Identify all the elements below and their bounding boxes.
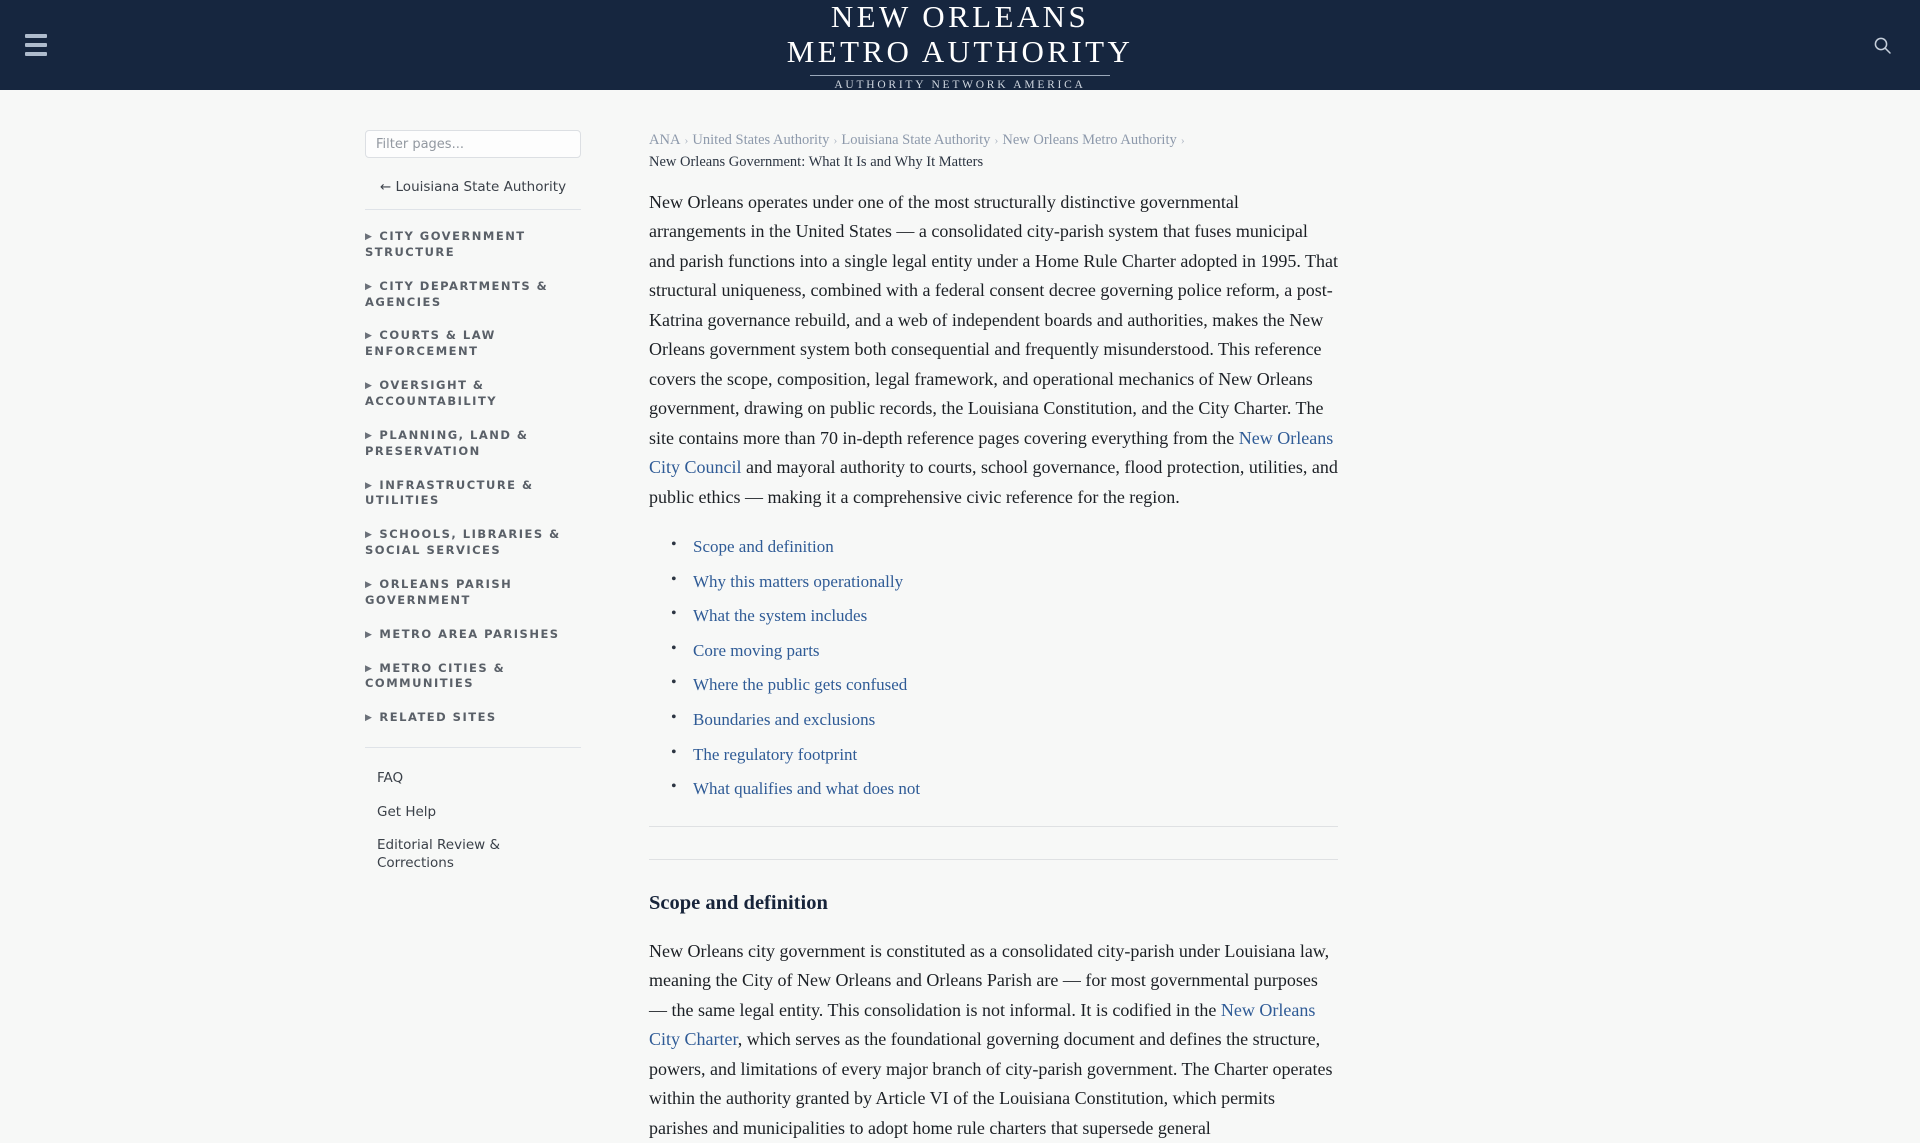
sidebar-item-label: CITY GOVERNMENT STRUCTURE <box>365 229 526 259</box>
sidebar-item-related-sites[interactable] <box>365 701 581 735</box>
caret-right-icon: ▶ <box>365 232 374 242</box>
toc-link-the-regulatory-footprint[interactable]: The regulatory footprint <box>693 744 858 764</box>
sidebar-item-infrastructure-utilities[interactable] <box>365 469 581 519</box>
caret-right-icon: ▶ <box>365 663 374 674</box>
breadcrumb-separator: › <box>1180 133 1185 147</box>
sidebar-item-planning-land-preservation[interactable] <box>365 419 581 469</box>
sidebar-item-metro-cities-communities[interactable] <box>365 652 581 702</box>
toc-link-boundaries-and-exclusions[interactable]: Boundaries and exclusions <box>693 709 876 729</box>
sidebar-item-courts-law-enforcement[interactable] <box>365 319 581 369</box>
link-new-orleans-city-council[interactable]: New Orleans City Council <box>649 427 1334 477</box>
toc-link-where-the-public-gets-confused[interactable]: Where the public gets confused <box>693 675 908 695</box>
sidebar-link-editorial-review[interactable]: Editorial Review & Corrections <box>377 837 501 871</box>
sidebar-item-orleans-parish-government[interactable] <box>365 568 581 618</box>
table-of-contents <box>649 536 1338 800</box>
section-text-part-2: , which serves as the foundational governing document and defines the structure, powers, and limitations of every major branch of city-parish government. The Charter operates within the authority granted by Article VI of the Louisiana Constitution, which permits parishes and municipalities to adopt home rule charters that supersede general <box>649 1029 1333 1138</box>
caret-right-icon: ▶ <box>365 629 374 640</box>
caret-right-icon: ▶ <box>365 713 374 724</box>
hamburger-bar <box>25 52 47 56</box>
sidebar-item-city-government-structure[interactable] <box>365 220 581 270</box>
sidebar-item-metro-area-parishes[interactable] <box>365 618 581 652</box>
list-item <box>671 709 1338 731</box>
brand-divider <box>810 75 1110 76</box>
breadcrumb-separator: › <box>684 133 689 147</box>
toc-link-what-the-system-includes[interactable]: What the system includes <box>693 606 868 626</box>
caret-right-icon: ▶ <box>365 430 374 441</box>
filter-pages-input[interactable] <box>365 130 581 158</box>
section-paragraph <box>649 937 1338 1143</box>
brand-subtitle: AUTHORITY NETWORK AMERICA <box>834 79 1086 90</box>
list-item <box>671 605 1338 627</box>
toc-link-why-this-matters-operationally[interactable]: Why this matters operationally <box>693 571 904 591</box>
breadcrumb-item-louisiana-state-authority[interactable]: Louisiana State Authority <box>841 132 991 148</box>
caret-right-icon: ▶ <box>365 331 374 342</box>
section-text-part-1: New Orleans city government is constituted as a consolidated city-parish under Louisiana law, meaning the City of New Orleans and Orleans Parish are — for most governmental purposes — the same legal entity. This consolidation is not informal. It is codified in the <box>649 940 1330 1020</box>
list-item <box>671 778 1338 800</box>
site-header <box>0 0 1920 90</box>
main-content <box>593 130 1338 1143</box>
sidebar-link-get-help[interactable]: Get Help <box>377 803 437 820</box>
site-brand <box>787 0 1134 90</box>
list-item <box>671 571 1338 593</box>
content-divider-2 <box>649 859 1338 860</box>
search-icon[interactable] <box>1862 25 1902 65</box>
sidebar <box>365 130 593 880</box>
toc-link-scope-and-definition[interactable]: Scope and definition <box>693 537 834 556</box>
sidebar-item-label: CITY DEPARTMENTS & AGENCIES <box>365 278 549 309</box>
breadcrumb-separator: › <box>994 133 999 147</box>
intro-text-part-2: and mayoral authority to courts, school governance, flood protection, utilities, and public ethics — making it a comprehensive civic reference for the region. <box>649 457 1338 507</box>
page-body <box>0 90 1920 1143</box>
intro-paragraph <box>649 188 1338 513</box>
caret-right-icon: ▶ <box>365 281 374 292</box>
back-to-parent-link[interactable]: ← Louisiana State Authority <box>379 179 567 195</box>
list-item <box>671 640 1338 662</box>
sidebar-link-faq[interactable]: FAQ <box>377 770 404 787</box>
toc-link-core-moving-parts[interactable]: Core moving parts <box>693 640 820 660</box>
caret-right-icon: ▶ <box>365 530 374 541</box>
breadcrumb-item-united-states-authority[interactable]: United States Authority <box>692 132 830 148</box>
sidebar-item-oversight-accountability[interactable] <box>365 369 581 419</box>
sidebar-item-label: COURTS & LAW ENFORCEMENT <box>365 328 496 359</box>
hamburger-icon[interactable] <box>14 23 58 67</box>
brand-title-line-1: NEW ORLEANS <box>830 0 1090 35</box>
section-heading-scope-and-definition: Scope and definition <box>649 892 828 915</box>
breadcrumb-current-page: New Orleans Government: What It Is and Why It Matters <box>649 153 984 170</box>
sidebar-item-label: METRO AREA PARISHES <box>379 626 560 641</box>
sidebar-item-schools-libraries-social-services[interactable] <box>365 518 581 568</box>
list-item <box>671 674 1338 696</box>
intro-text-part-1: New Orleans operates under one of the most structurally distinctive governmental arrangements in the United States — a consolidated city-parish system that fuses municipal and parish functions into a single legal entity under a Home Rule Charter adopted in 1995. That structural uniqueness, combined with a federal consent decree governing police reform, a post-Katrina governance rebuild, and a web of independent boards and authorities, makes the New Orleans government system both consequential and frequently misunderstood. This reference covers the scope, composition, legal framework, and operational mechanics of New Orleans government, drawing on public records, the Louisiana Constitution, and the City Charter. The site contains more than 70 in-depth reference pages covering everything from the <box>649 191 1339 448</box>
sidebar-item-city-departments-agencies[interactable] <box>365 270 581 320</box>
content-divider-1 <box>649 826 1338 827</box>
sidebar-item-label: ORLEANS PARISH GOVERNMENT <box>365 577 513 607</box>
link-new-orleans-city-charter[interactable]: New Orleans City Charter <box>649 999 1316 1050</box>
breadcrumb-item-ana[interactable]: ANA <box>649 132 681 148</box>
caret-right-icon: ▶ <box>365 580 374 591</box>
sidebar-item-label: PLANNING, LAND & PRESERVATION <box>365 427 529 458</box>
sidebar-utility-links <box>365 748 581 880</box>
sidebar-item-label: OVERSIGHT & ACCOUNTABILITY <box>365 378 498 409</box>
list-item <box>671 536 1338 558</box>
sidebar-item-label: INFRASTRUCTURE & UTILITIES <box>365 477 534 508</box>
breadcrumb-item-new-orleans-metro-authority[interactable]: New Orleans Metro Authority <box>1002 132 1177 148</box>
list-item <box>671 744 1338 766</box>
sidebar-item-label: RELATED SITES <box>379 710 497 725</box>
caret-right-icon: ▶ <box>365 381 374 392</box>
hamburger-bar <box>25 43 47 47</box>
hamburger-bar <box>25 34 47 38</box>
toc-link-what-qualifies-and-what-does-not[interactable]: What qualifies and what does not <box>693 779 921 799</box>
sidebar-nav <box>365 210 581 735</box>
breadcrumb-separator: › <box>833 133 838 147</box>
caret-right-icon: ▶ <box>365 480 374 491</box>
breadcrumb <box>649 130 1338 174</box>
brand-title-line-2: METRO AUTHORITY <box>786 34 1134 70</box>
sidebar-item-label: SCHOOLS, LIBRARIES & SOCIAL SERVICES <box>365 527 561 558</box>
sidebar-item-label: METRO CITIES & COMMUNITIES <box>365 660 506 691</box>
